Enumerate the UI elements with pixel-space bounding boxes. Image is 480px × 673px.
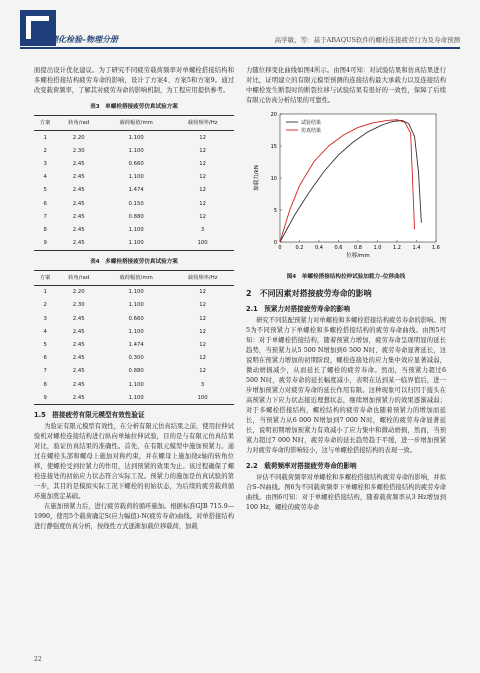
table3-caption: 表3 单螺栓搭接疲劳仿真试验方案 [90, 104, 178, 110]
section-2-1-title: 2.1 预紧力对搭接疲劳寿命的影响 [246, 305, 350, 313]
table-cell: 0.660 [128, 315, 144, 322]
x-axis-label: 位移/mm [346, 253, 370, 259]
table-cell: 2 [43, 147, 47, 154]
table-row [34, 352, 234, 365]
x-tick-label: 1.4 [412, 245, 421, 251]
table-cell: 1.100 [128, 302, 144, 309]
table-cell: 2.45 [72, 328, 85, 335]
table-row [34, 157, 234, 170]
table-cell: 1.100 [128, 381, 144, 388]
x-tick-label: 0 [278, 245, 282, 251]
table-row [34, 325, 234, 338]
table-cell: 9 [34, 237, 56, 251]
table-row [34, 184, 234, 197]
table-header-cell: 载荷频率/Hz [171, 270, 234, 285]
table-cell: 8 [43, 381, 47, 388]
table-cell: 5 [43, 187, 47, 194]
table-row [34, 210, 234, 223]
table-header-cell: 载荷幅值/mm [101, 270, 171, 285]
table-cell: 2 [43, 302, 47, 309]
table-cell: 3 [43, 315, 47, 322]
table-cell: 12 [199, 289, 206, 296]
table-row [34, 197, 234, 210]
table-cell: 2.45 [72, 187, 85, 194]
table-header-cell: 载荷幅值/mm [101, 116, 171, 131]
table-cell: 4 [43, 174, 47, 181]
table-cell: 1.100 [128, 289, 144, 296]
y-tick-label: 15 [270, 143, 277, 150]
table-header-cell: 转角/rad [56, 270, 101, 285]
table-cell: 0.300 [128, 355, 144, 362]
table-cell: 12 [199, 200, 206, 207]
y-tick-label: 5 [273, 207, 277, 214]
page-number: 22 [34, 656, 42, 663]
table-row [34, 391, 234, 405]
left-paragraph-3: 在施加预紧力后，进行疲劳载荷的循环施加。根据标准GJB 715.9—1990，使用5个载荷确定S(应力幅值)-N(疲劳寿命)曲线。对单搭接结构进行静强度仿真分析，按线性方式逐渐加载位移载荷，加载 [34, 503, 234, 531]
table-header-cell: 载荷频率/Hz [171, 116, 234, 131]
table-cell: 0.880 [128, 213, 144, 220]
table-cell: 2.45 [72, 342, 85, 349]
right-column [246, 66, 446, 513]
table-cell: 1.474 [128, 187, 144, 194]
x-tick-label: 1.2 [393, 245, 401, 251]
force-displacement-chart [246, 106, 446, 266]
table-cell: 2.20 [72, 289, 85, 296]
legend-label: 试验结果 [301, 119, 322, 126]
table-cell: 1 [43, 134, 47, 141]
x-tick-label: 0.6 [334, 245, 343, 251]
table-cell: 12 [199, 302, 206, 309]
header-rule [20, 47, 460, 49]
table-header-cell: 方案 [34, 270, 56, 285]
table-cell: 2.45 [72, 368, 85, 375]
table-cell: 1.100 [128, 328, 144, 335]
table-cell: 12 [199, 342, 206, 349]
figure4-caption: 图4 单螺栓搭接结构拉伸试验加载力–位移曲线 [286, 274, 406, 280]
figure-4-chart [246, 106, 446, 266]
x-tick-label: 0.8 [354, 245, 362, 251]
table-row [34, 131, 234, 145]
running-title: 高学敏，等：基于ABAQUS软件的螺栓连接疲劳行为及寿命预测 [274, 36, 460, 44]
y-tick-label: 0 [273, 239, 277, 246]
table-cell: 1 [43, 289, 47, 296]
table-cell: 100 [171, 391, 234, 405]
table-cell: 6 [43, 200, 47, 207]
table-cell: 2.45 [72, 355, 85, 362]
table-header-cell: 转角/rad [56, 116, 101, 131]
left-paragraph-2: 为验证有限元模型有效性，在分析有限元仿真结果之前，使用拉伸试验机对螺栓连接结构进行纵向单轴拉伸试验，目的是与有限元仿真结果对比，验证仿真结果的准确性。首先，在有限元模型中施加预紧力。通过在螺栓头部和螺母上施加对称约束，并在螺母上施加绕z轴的转角位移，使螺栓受到拉紧力的作用，达到预紧的效果为止。该过程确保了螺栓连接处的初始应力状态符合实际工况。预紧力的施加是仿真试验的第一步，其目的是模拟实际工况下螺栓的初始状态，为后续的疲劳载荷循环施加奠定基础。 [34, 423, 234, 501]
left-paragraph-1: 面提出设计优化建议。为了研究不同疲劳载荷频率对单螺栓搭接结构和多螺栓搭接结构疲劳寿命的影响，设计了方案4、方案5和方案9。通过改变载荷频率，了解其对疲劳寿命的影响机制，为工程应用提供参考。 [34, 67, 234, 94]
table-cell: 12 [199, 355, 206, 362]
section-2-title: 2 不同因素对搭接疲劳寿命的影响 [246, 289, 372, 298]
page-header [20, 10, 460, 56]
journal-name: 理化检验–物理分册 [50, 35, 118, 44]
table-cell: 12 [199, 174, 206, 181]
table-cell: 1.100 [128, 226, 144, 233]
table-row [34, 378, 234, 391]
legend-label: 仿真结果 [301, 127, 322, 134]
x-tick-label: 1.0 [373, 245, 382, 251]
y-tick-label: 10 [270, 175, 277, 182]
table-cell: 1.100 [128, 174, 144, 181]
table-cell: 12 [199, 213, 206, 220]
table-row [34, 171, 234, 184]
x-tick-label: 0.4 [315, 245, 323, 251]
table-header-cell: 方案 [34, 116, 56, 131]
right-paragraph-1: 力随位移变化曲线如图4所示。由图4可知：对试验结果和仿真结果进行对比，证明建立的有限元模型预测的连接结构最大承载力以及连接结构中螺栓发生断裂时的断裂位移与试验结果有很好的一致性，保障了后续有限元仿真分析结果的可靠性。 [246, 67, 446, 104]
table-cell: 3 [200, 226, 205, 233]
table-cell: 5 [43, 342, 47, 349]
table-cell: 3 [43, 160, 47, 167]
table-cell: 2.45 [72, 381, 85, 388]
table-cell: 12 [199, 328, 206, 335]
table-cell: 1.100 [101, 391, 171, 405]
section-1-5-title: 1.5 搭接疲劳有限元模型有效性验证 [34, 411, 145, 420]
table-cell: 12 [199, 134, 206, 141]
table-cell: 9 [34, 391, 56, 405]
table-row [34, 338, 234, 351]
table4 [34, 270, 234, 406]
table-row [34, 299, 234, 312]
table-row [34, 237, 234, 251]
table-row [34, 285, 234, 299]
table-row [34, 144, 234, 157]
table-cell: 12 [199, 315, 206, 322]
table3 [34, 115, 234, 251]
y-tick-label: 20 [270, 111, 277, 118]
table-cell: 12 [199, 147, 206, 154]
x-tick-label: 0.2 [295, 245, 304, 251]
table-cell: 1.100 [101, 237, 171, 251]
table-cell: 8 [43, 226, 47, 233]
table-cell: 1.100 [128, 147, 144, 154]
table-row [34, 365, 234, 378]
table-cell: 12 [199, 160, 206, 167]
x-tick-label: 1.6 [432, 245, 440, 251]
table-cell: 2.30 [72, 147, 85, 154]
left-column [34, 66, 234, 532]
table-cell: 100 [171, 237, 234, 251]
table-cell: 2.45 [72, 315, 85, 322]
table-cell: 0.660 [128, 160, 144, 167]
table-cell: 2.45 [72, 226, 85, 233]
table-cell: 2.30 [72, 302, 85, 309]
table-cell: 7 [43, 368, 47, 375]
table-cell: 2.45 [72, 200, 85, 207]
table-cell: 6 [43, 355, 47, 362]
table-cell: 2.45 [56, 391, 101, 405]
table-cell: 0.880 [128, 368, 144, 375]
table-cell: 2.45 [72, 174, 85, 181]
table-row [34, 223, 234, 236]
table-cell: 12 [199, 368, 206, 375]
right-paragraph-3: 评估不同载荷频率对单螺栓和多螺栓搭接结构疲劳寿命的影响，并拟合S–N曲线。图6为不同载荷频率下单螺栓和多螺栓搭接结构的疲劳寿命曲线。由图6可知：对于单螺栓搭接结构，随着载荷频率从3 Hz增加到100 Hz，螺栓的疲劳寿命 [246, 474, 446, 511]
table-cell: 2.45 [56, 237, 101, 251]
table-cell: 12 [199, 187, 206, 194]
table4-caption: 表4 多螺栓搭接疲劳仿真试验方案 [90, 258, 178, 265]
right-paragraph-2: 研究不同装配预紧力对单螺栓和多螺栓搭接结构疲劳寿命的影响。图5为不同预紧力下单螺栓和多螺栓搭接结构的疲劳寿命曲线。由图5可知：对于单螺栓搭接结构，随着预紧力增加，疲劳寿命呈现明显的延长趋势，当预紧力从5 500 N增加到6 500 N时，疲劳寿命显著延长，这说明在预紧力增加的初期阶段，螺栓连接处的应力集中效应显著减弱，微动磨损减少，从而延长了螺栓的疲劳寿命。然而，当预紧力超过6 500 N时，疲劳寿命的延长幅度减小，表明在达到某一临界值后，进一步增加预紧力对疲劳寿命的延长作用有限。这种现象可以归因于接头在高预紧力下应力状态接近理想状态，继续增加预紧力的效果逐渐减弱；对于多螺栓搭接结构，螺栓结构的疲劳寿命也随着预紧力的增加而延长，当预紧力从6 000 N增加到7 000 N时，螺栓的疲劳寿命显著延长，说明初期增加预紧力有效减小了应力集中和微动磨损，然而，当预紧力超过7 000 N时，疲劳寿命的延长趋势趋于平缓，进一步增加预紧力对疲劳寿命的影响较小，这与单螺栓搭接结构的表现一致。 [246, 317, 446, 454]
table-cell: 1.100 [128, 134, 144, 141]
table-cell: 3 [200, 381, 205, 388]
table-cell: 7 [43, 213, 47, 220]
y-axis-label: 加载力/kN [254, 165, 260, 191]
table-cell: 1.474 [128, 342, 144, 349]
table-cell: 2.45 [72, 160, 85, 167]
table-row [34, 312, 234, 325]
table-cell: 4 [43, 328, 47, 335]
table-cell: 2.45 [72, 213, 85, 220]
section-2-2-title: 2.2 载荷频率对搭接疲劳寿命的影响 [246, 462, 357, 470]
table-cell: 2.20 [72, 134, 85, 141]
table-cell: 0.150 [128, 200, 144, 207]
